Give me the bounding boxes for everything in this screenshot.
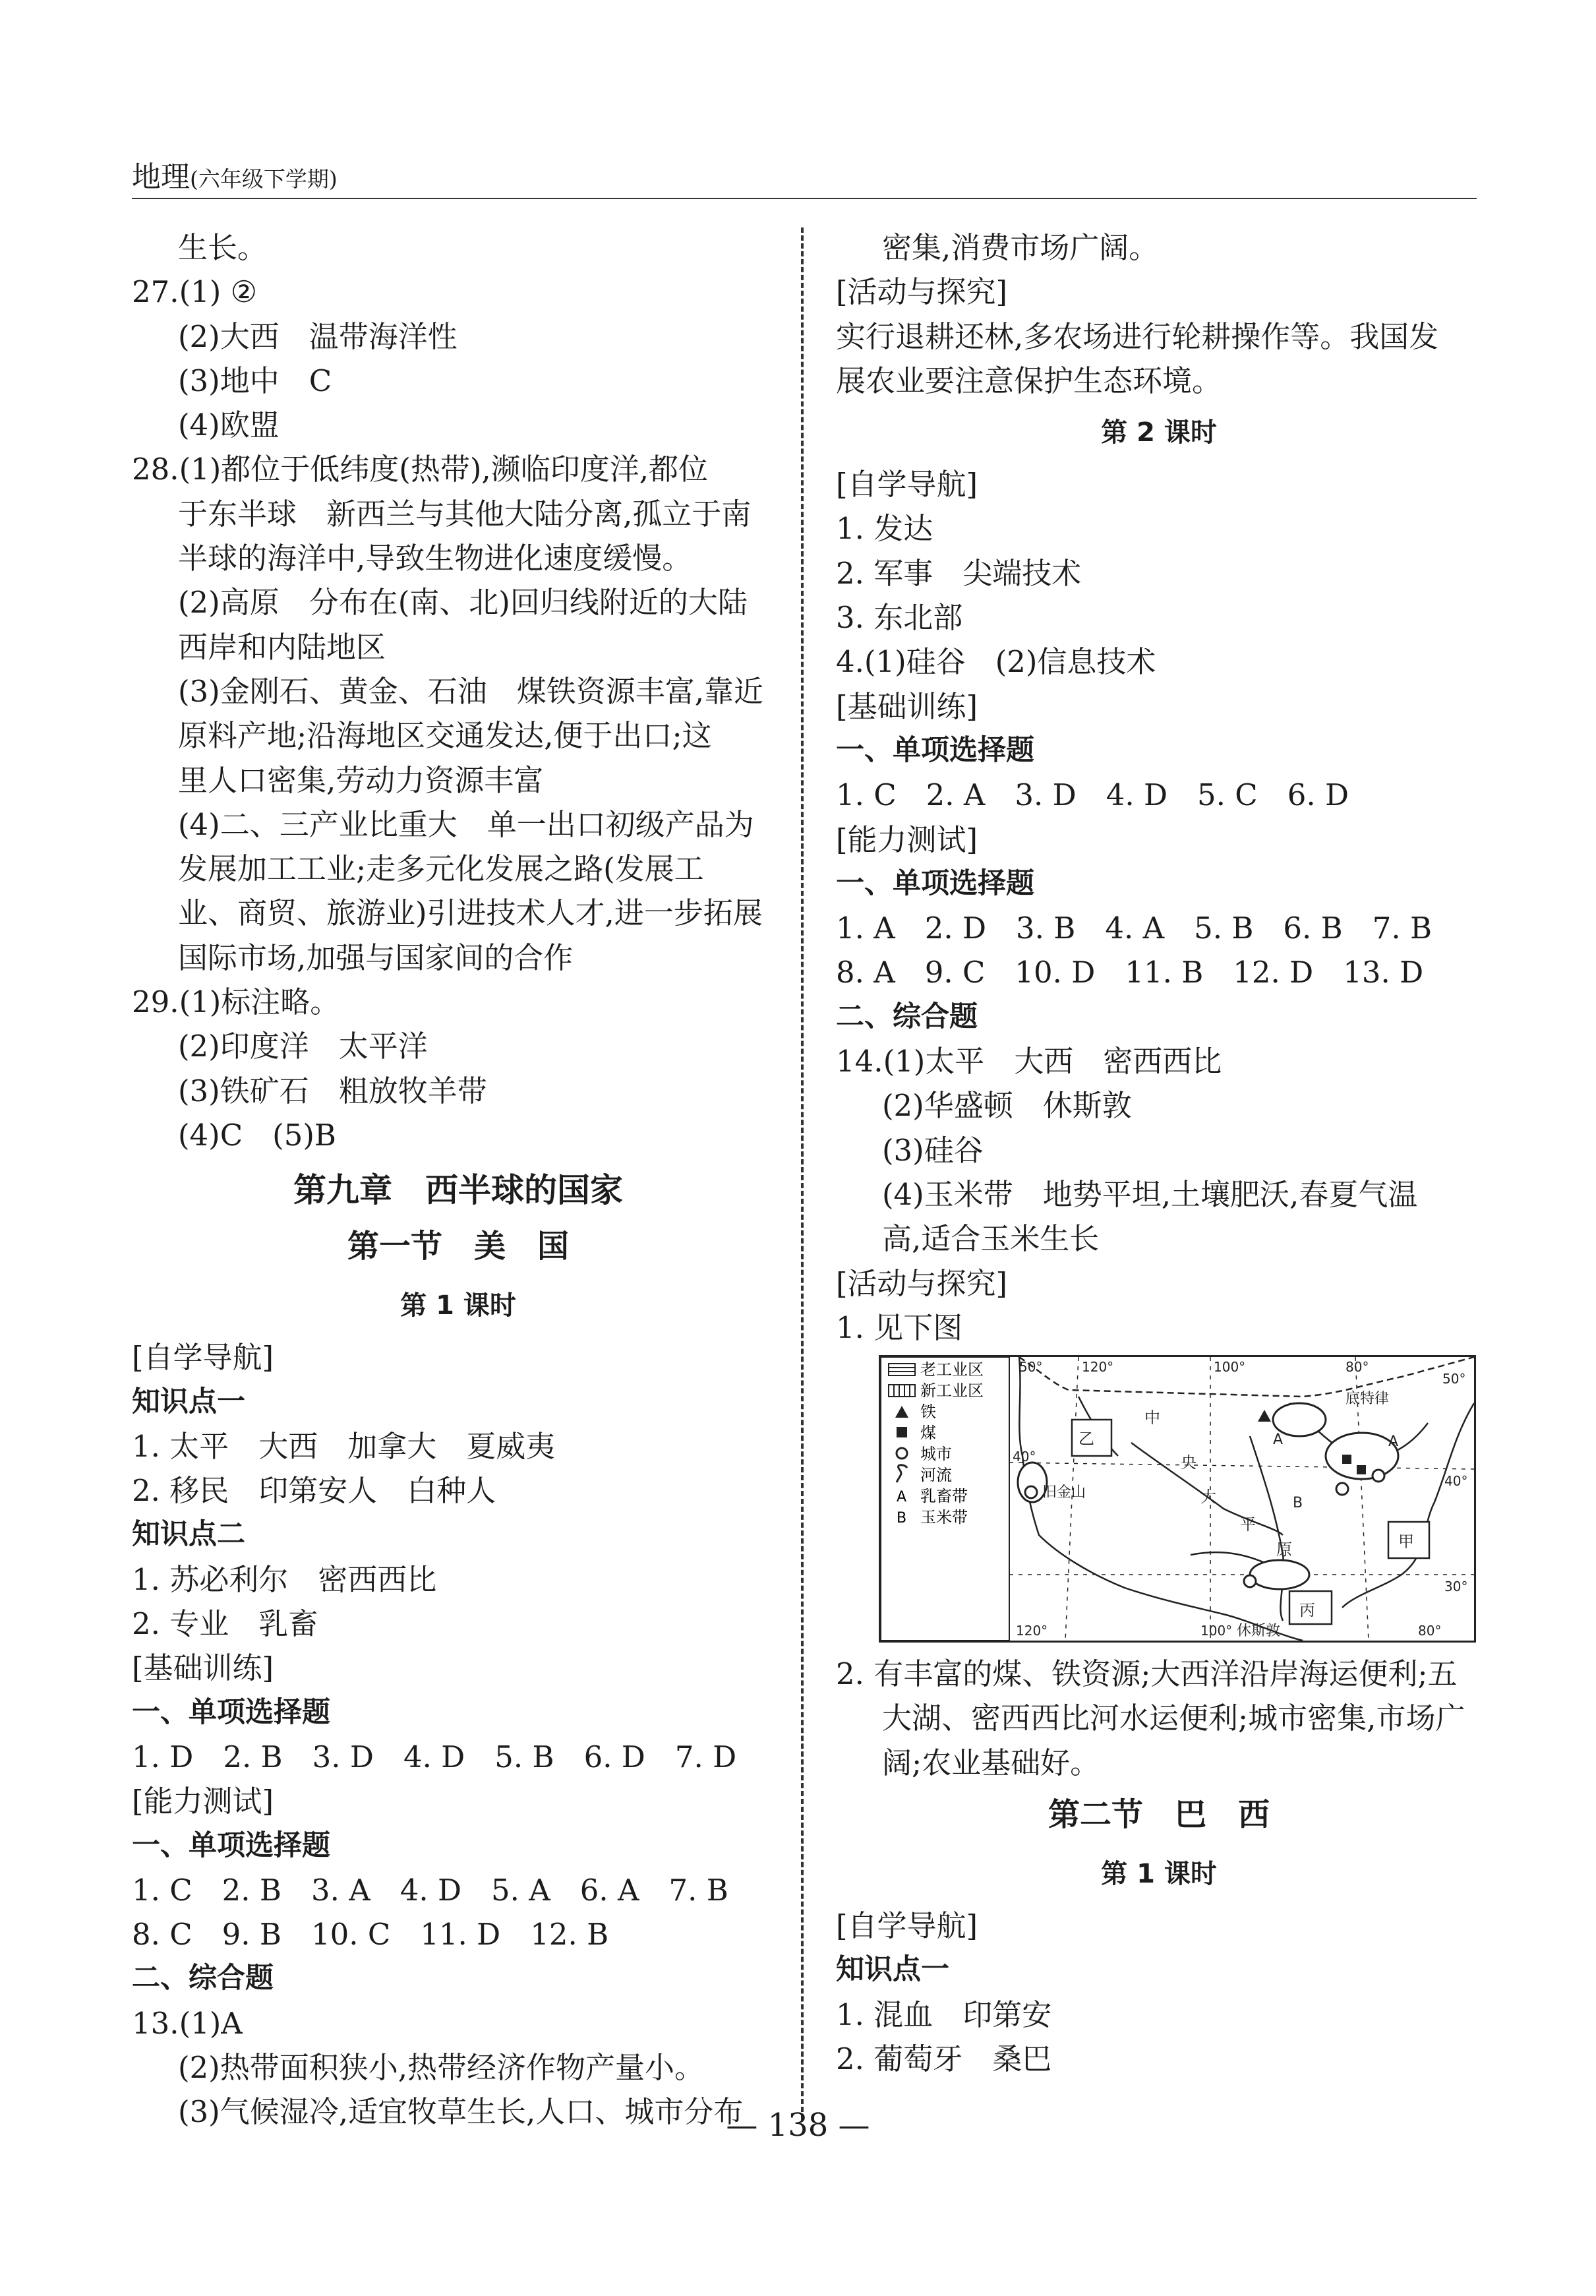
label-houston: 休斯敦 — [1237, 1623, 1281, 1640]
svg-text:120°: 120° — [1082, 1359, 1114, 1375]
text-line: 一、单项选择题 — [836, 733, 1034, 767]
text-line: [自学导航] — [836, 1908, 978, 1944]
text-line: 一、单项选择题 — [836, 866, 1034, 900]
text-line: (3)地中 C — [178, 363, 332, 398]
text-line: 发展加工工业;走多元化发展之路(发展工 — [178, 851, 704, 887]
text-line: (2)印度洋 太平洋 — [178, 1029, 428, 1064]
svg-text:50°: 50° — [1019, 1359, 1043, 1375]
text-line: 2. 专业 乳畜 — [132, 1606, 318, 1642]
header-rule — [132, 198, 1477, 199]
text-line: (2)大西 温带海洋性 — [178, 318, 458, 354]
text-line: (2)热带面积狭小,热带经济作物产量小。 — [178, 2049, 705, 2085]
label-yi: 乙 — [1079, 1430, 1094, 1449]
legend-dairy: 乳畜带 — [920, 1487, 968, 1506]
column-divider — [801, 227, 804, 2120]
text-line: 知识点一 — [836, 1953, 949, 1987]
label-san-francisco: 旧金山 — [1042, 1484, 1086, 1501]
page-number: — 138 — — [726, 2107, 870, 2144]
text-line: 展农业要注意保护生态环境。 — [836, 363, 1222, 398]
text-line: 里人口密集,劳动力资源丰富 — [178, 762, 544, 798]
text-line: [自学导航] — [836, 467, 978, 502]
svg-text:80°: 80° — [1345, 1359, 1369, 1375]
page-header — [132, 153, 338, 195]
text-line: [活动与探究] — [836, 1265, 1008, 1301]
text-line: (3)金刚石、黄金、石油 煤铁资源丰富,靠近 — [178, 673, 764, 709]
text-line: 4.(1)硅谷 (2)信息技术 — [836, 644, 1156, 680]
us-industry-map — [879, 1355, 1476, 1643]
right-column-top — [836, 226, 1482, 1350]
city-circle-icon — [897, 1448, 907, 1459]
text-line: (4)二、三产业比重大 单一出口初级产品为 — [178, 806, 754, 842]
text-line: 知识点一 — [132, 1385, 245, 1418]
text-line: 密集,消费市场广阔。 — [882, 230, 1159, 265]
legend-key-a: A — [897, 1489, 907, 1506]
label-a1: A — [1273, 1432, 1284, 1449]
text-line: 2. 葡萄牙 桑巴 — [836, 2041, 1052, 2076]
text-line: (4)玉米带 地势平坦,土壤肥沃,春夏气温 — [882, 1176, 1418, 1212]
text-line: (3)铁矿石 粗放牧羊带 — [178, 1073, 487, 1108]
svg-text:40°: 40° — [1013, 1449, 1036, 1465]
text-line: 3. 东北部 — [836, 600, 963, 636]
legend-new-industry: 新工业区 — [920, 1381, 984, 1401]
text-line: 于东半球 新西兰与其他大陆分离,孤立于南 — [178, 496, 752, 531]
text-line: 二、综合题 — [132, 1962, 274, 1995]
legend-corn: 玉米带 — [920, 1508, 968, 1527]
label-b: B — [1293, 1495, 1303, 1512]
legend-old-industry: 老工业区 — [920, 1360, 984, 1379]
chapter-title: 第九章 西半球的国家 — [293, 1171, 623, 1210]
text-line: 大湖、密西西比河水运便利;城市密集,市场广 — [882, 1701, 1465, 1736]
map-legend — [881, 1357, 1009, 1641]
legend-key-b: B — [897, 1510, 907, 1527]
section-title: 第二节 巴 西 — [1048, 1796, 1270, 1834]
text-line: (3)硅谷 — [882, 1132, 984, 1168]
text-line: 14.(1)太平 大西 密西西比 — [836, 1044, 1222, 1079]
text-line: 阔;农业基础好。 — [882, 1745, 1100, 1780]
section-title: 第一节 美 国 — [347, 1228, 569, 1265]
label-ping: 平 — [1240, 1515, 1256, 1534]
lesson-title: 第 1 课时 — [400, 1290, 516, 1321]
svg-text:80°: 80° — [1418, 1623, 1442, 1639]
legend-coal: 煤 — [920, 1424, 936, 1443]
legend-iron: 铁 — [920, 1403, 936, 1422]
text-line: 2. 有丰富的煤、铁资源;大西洋沿岸海运便利;五 — [836, 1656, 1458, 1692]
text-line: 半球的海洋中,导致生物进化速度缓慢。 — [178, 541, 692, 576]
text-line: 一、单项选择题 — [132, 1695, 330, 1729]
text-line: 知识点二 — [132, 1518, 245, 1552]
new-industry-swatch-icon — [889, 1385, 915, 1397]
text-line: [自学导航] — [132, 1340, 274, 1375]
text-line: 1. 太平 大西 加拿大 夏威夷 — [132, 1428, 556, 1464]
text-line: 8. C 9. B 10. C 11. D 12. B — [132, 1917, 609, 1952]
label-jia: 甲 — [1398, 1532, 1414, 1552]
text-line: 29.(1)标注略。 — [132, 984, 340, 1020]
text-line: 二、综合题 — [836, 1000, 978, 1033]
coal-square-icon — [897, 1427, 907, 1437]
text-line: 1. 见下图 — [836, 1310, 963, 1345]
text-line: 1. 混血 印第安 — [836, 1997, 1052, 2032]
text-line: [活动与探究] — [836, 274, 1008, 310]
label-yuan: 原 — [1276, 1540, 1292, 1559]
left-column — [132, 226, 784, 2134]
text-line: 实行退耕还林,多农场进行轮耕操作等。我国发 — [836, 318, 1439, 354]
text-line: 1. 发达 — [836, 511, 933, 547]
svg-text:50°: 50° — [1442, 1371, 1466, 1387]
text-line: [能力测试] — [132, 1784, 274, 1819]
text-line: 1. A 2. D 3. B 4. A 5. B 6. B 7. B — [836, 911, 1433, 946]
text-line: [基础训练] — [132, 1650, 274, 1686]
text-line: 27.(1) ② — [132, 274, 257, 310]
label-da: 大 — [1200, 1488, 1216, 1507]
text-line: (4)欧盟 — [178, 408, 280, 443]
old-industry-swatch-icon — [889, 1364, 915, 1375]
text-line: 高,适合玉米生长 — [882, 1221, 1100, 1257]
text-line: 生长。 — [178, 230, 268, 265]
text-line: 西岸和内陆地区 — [178, 629, 386, 665]
label-detroit: 底特律 — [1345, 1391, 1390, 1408]
text-line: 28.(1)都位于低纬度(热带),濒临印度洋,都位 — [132, 452, 709, 487]
text-line: (2)高原 分布在(南、北)回归线附近的大陆 — [178, 585, 748, 620]
text-line: (2)华盛顿 休斯敦 — [882, 1088, 1132, 1124]
label-bing: 丙 — [1299, 1601, 1315, 1620]
svg-text:40°: 40° — [1444, 1473, 1468, 1490]
right-column-bottom — [836, 1652, 1482, 2081]
text-line: 2. 移民 印第安人 白种人 — [132, 1473, 496, 1509]
text-line: 1. C 2. B 3. A 4. D 5. A 6. A 7. B — [132, 1872, 728, 1908]
legend-river: 河流 — [920, 1466, 952, 1485]
label-zhong: 中 — [1144, 1408, 1160, 1428]
svg-text:120°: 120° — [1016, 1623, 1048, 1639]
text-line: (3)气候湿冷,适宜牧草生长,人口、城市分布 — [178, 2094, 744, 2130]
header-subtitle: (六年级下学期) — [190, 166, 338, 192]
text-line: 1. D 2. B 3. D 4. D 5. B 6. D 7. D — [132, 1739, 737, 1774]
svg-text:100°: 100° — [1200, 1623, 1233, 1639]
lesson-title: 第 1 课时 — [1101, 1859, 1217, 1890]
lesson-title: 第 2 课时 — [1101, 417, 1217, 448]
svg-text:100°: 100° — [1214, 1359, 1246, 1375]
text-line: 13.(1)A — [132, 2005, 243, 2041]
label-a2: A — [1388, 1434, 1399, 1451]
text-line: (4)C (5)B — [178, 1117, 336, 1153]
text-line: [能力测试] — [836, 822, 978, 857]
text-line: 8. A 9. C 10. D 11. B 12. D 13. D — [836, 955, 1424, 990]
text-line: 业、商贸、旅游业)引进技术人才,进一步拓展 — [178, 895, 763, 931]
text-line: 原料产地;沿海地区交通发达,便于出口;这 — [178, 718, 712, 754]
label-yang: 央 — [1181, 1453, 1197, 1472]
text-line: 一、单项选择题 — [132, 1828, 330, 1862]
svg-text:30°: 30° — [1444, 1579, 1468, 1595]
header-title: 地理 — [132, 160, 190, 194]
right-column — [836, 226, 1482, 2081]
text-line: 1. 苏必利尔 密西西比 — [132, 1561, 437, 1597]
legend-city: 城市 — [920, 1445, 952, 1464]
text-line: 2. 军事 尖端技术 — [836, 555, 1082, 591]
text-line: 国际市场,加强与国家间的合作 — [178, 940, 574, 975]
text-line: [基础训练] — [836, 688, 978, 724]
text-line: 1. C 2. A 3. D 4. D 5. C 6. D — [836, 777, 1349, 813]
